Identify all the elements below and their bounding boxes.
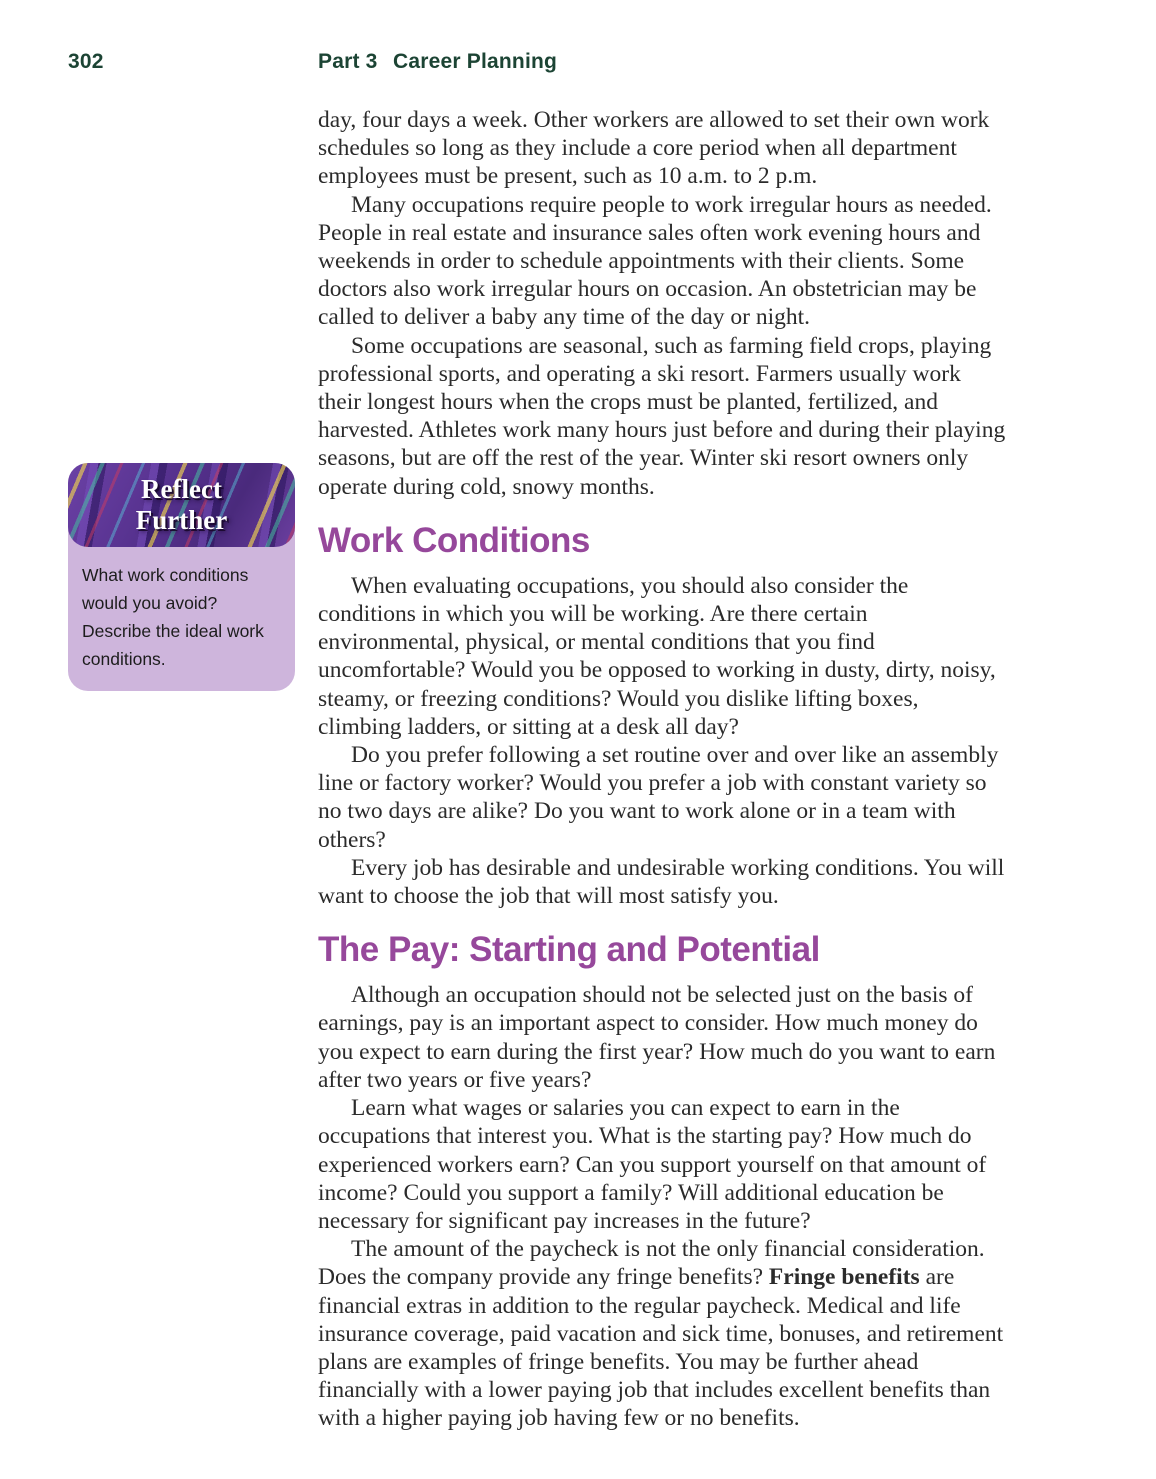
text-run: When evaluating occupations, you should also consider the conditions in which you will be working. Are there certain environmental, physical, or mental conditions that you find uncomfortable? Would you be opposed to working in dusty, dirty, noisy, steamy, or freezing conditions? Would you dislike lifting boxes, climbing ladders, or sitting at a desk all day? <box>318 572 996 740</box>
section-the-pay <box>318 931 1006 1432</box>
reflect-further-text: What work conditions would you avoid? Describe the ideal work conditions. <box>82 565 264 669</box>
section-work-conditions <box>318 522 1006 910</box>
text-run: The amount of the paycheck is not the only financial consideration. Does the company provide any fringe benefits? <box>318 1236 985 1291</box>
reflect-title-line2: Further <box>135 505 228 535</box>
paragraph <box>318 1094 1006 1235</box>
text-run: Fringe benefits <box>768 1264 920 1291</box>
section-body <box>318 572 1006 910</box>
section-heading-work-conditions: Work Conditions <box>318 520 590 560</box>
paragraph <box>318 572 1006 741</box>
paragraph <box>318 981 1006 1094</box>
header-part-label: Part 3 <box>318 50 378 73</box>
text-run: Many occupations require people to work irregular hours as needed. People in real estate and insurance sales often work evening hours and weekends in order to schedule appointments with their clients. Some doctors also work irregular hours on occasion. An obstetrician may be called to deliver a baby any time of the day or night. <box>318 191 992 331</box>
paragraph <box>318 1235 1006 1432</box>
reflect-further-sidebar <box>68 463 295 691</box>
paragraph <box>318 854 1006 910</box>
page-content <box>318 106 1006 1433</box>
intro-paragraphs <box>318 106 1006 501</box>
text-run: Every job has desirable and undesirable working conditions. You will want to choose the job that will most satisfy you. <box>318 854 1005 910</box>
section-heading-the-pay: The Pay: Starting and Potential <box>318 930 820 970</box>
text-run: are financial extras in addition to the regular paycheck. Medical and life insurance coverage, paid vacation and sick time, bonuses, and retirement plans are examples of fringe benefits. You may be further ahead financially with a lower paying job that includes excellent benefits than with a higher paying job having few or no benefits. <box>318 1264 1004 1432</box>
reflect-title-line1: Reflect <box>141 474 222 504</box>
text-run: Although an occupation should not be selected just on the basis of earnings, pay is an important aspect to consider. How much money do you expect to earn during the first year? How much do you want to earn after two years or five years? <box>318 982 996 1093</box>
reflect-further-header-image <box>68 463 295 547</box>
header-chapter-title: Career Planning <box>393 50 558 73</box>
paragraph <box>318 191 1006 332</box>
paragraph <box>318 106 1006 191</box>
text-run: Do you prefer following a set routine over and over like an assembly line or factory worker? Would you prefer a job with constant variety so no two days are alike? Do you want to work alone or in a team with others? <box>318 742 999 853</box>
text-run: Some occupations are seasonal, such as farming field crops, playing professional sports, and operating a ski resort. Farmers usually work their longest hours when the crops must be planted, fertilized, and harvested. Athletes work many hours just before and during their playing seasons, but are off the rest of the year. Winter ski resort owners only operate during cold, snowy months. <box>318 332 1006 500</box>
paragraph <box>318 332 1006 501</box>
page-number: 302 <box>68 50 104 73</box>
section-body <box>318 981 1006 1432</box>
text-run: day, four days a week. Other workers are allowed to set their own work schedules so long as they include a core period when all department employees must be present, such as 10 a.m. to 2 p.m. <box>318 107 990 190</box>
text-run: Learn what wages or salaries you can expect to earn in the occupations that interest you. What is the starting pay? How much do experienced workers earn? Can you support yourself on that amount of income? Could you support a family? Will additional education be necessary for significant pay increases in the future? <box>318 1095 987 1234</box>
reflect-further-title <box>68 463 295 547</box>
paragraph <box>318 741 1006 854</box>
